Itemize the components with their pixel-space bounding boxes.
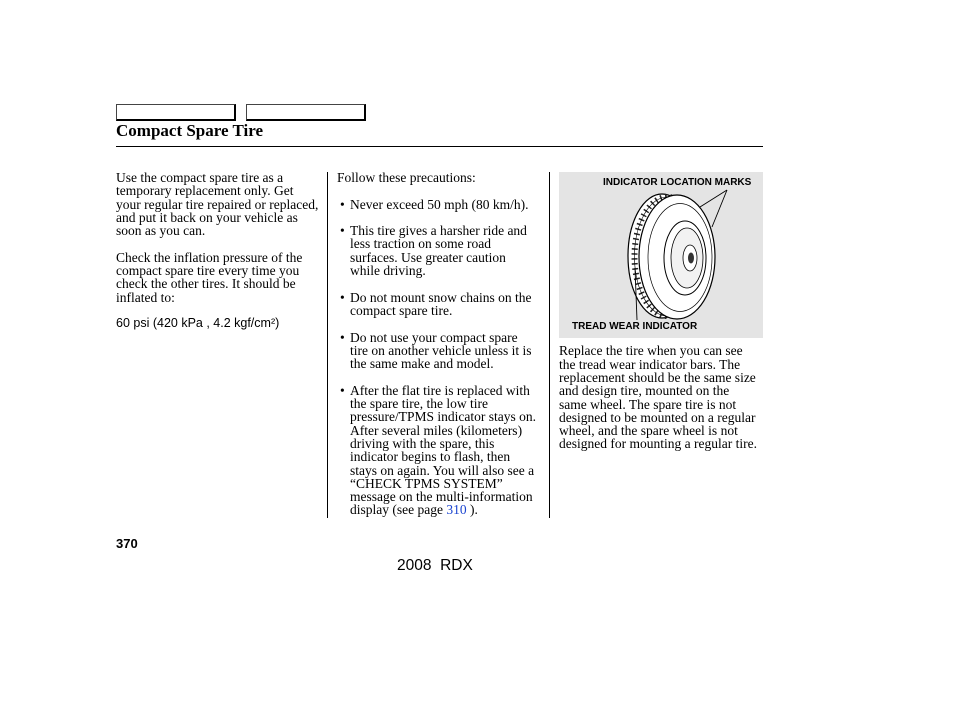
text-line: while driving. [350, 263, 426, 279]
paragraph [116, 251, 318, 304]
text-line: Check the inflation pressure of the [116, 249, 303, 265]
precaution-item [337, 224, 536, 277]
text-line: replacement should be the same size [559, 369, 756, 385]
text-line: message on the multi-information [350, 489, 533, 505]
precaution-item [337, 331, 536, 371]
text-line: check the other tires. It should be [116, 276, 296, 292]
paragraph [559, 344, 757, 450]
text-line: compact spare tire every time you [116, 263, 300, 279]
paragraph [116, 317, 318, 330]
tire-figure [559, 172, 763, 338]
precaution-item [337, 384, 536, 517]
spare-tire-drawing [559, 172, 763, 338]
header-nav-button[interactable] [246, 104, 366, 121]
page-number: 370 [116, 536, 138, 551]
precaution-item [337, 198, 536, 211]
right-column [559, 344, 757, 450]
text-line: Do not use your compact spare [350, 329, 518, 345]
text-line: Use the compact spare tire as a [116, 170, 284, 185]
text-line: designed to be mounted on a regular [559, 409, 756, 425]
header-nav-button[interactable] [116, 104, 236, 121]
bullet-symbol: • [340, 223, 345, 239]
text-line: surfaces. Use greater caution [350, 249, 506, 265]
text-line: compact spare tire. [350, 302, 453, 318]
text-line: wheel, and the spare wheel is not [559, 423, 738, 439]
text-line: indicator begins to flash, then [350, 449, 511, 465]
text-line: the tread wear indicator bars. The [559, 356, 741, 372]
leader-line-indicator-mark [712, 190, 727, 227]
page-reference-link[interactable]: 310 [446, 502, 467, 518]
text-line: the same make and model. [350, 356, 494, 372]
text-line: and design tire, mounted on the [559, 383, 730, 399]
left-column [116, 171, 318, 331]
text-line: inflated to: [116, 289, 175, 305]
text-line: temporary replacement only. Get [116, 183, 294, 199]
column-divider [327, 172, 328, 518]
text-line: your regular tire repaired or replaced, [116, 196, 319, 212]
precautions-lead: Follow these precautions: [337, 170, 476, 185]
text-fragment: ). [466, 502, 478, 518]
text-line: designed for mounting a regular tire. [559, 436, 757, 452]
figure-label-tread-wear: TREAD WEAR INDICATOR [572, 321, 698, 332]
text-fragment: display (see page [350, 502, 447, 518]
leader-line-indicator-mark [700, 190, 727, 207]
bullet-symbol: • [340, 329, 345, 345]
text-line: pressure/TPMS indicator stays on. [350, 409, 536, 425]
bullet-symbol: • [340, 196, 345, 212]
text-line: Replace the tire when you can see [559, 343, 743, 359]
inflation-pressure-value: 60 psi (420 kPa , 4.2 kgf/cm²) [116, 316, 280, 331]
text-line: Do not mount snow chains on the [350, 289, 532, 305]
text-line: and put it back on your vehicle as [116, 209, 298, 225]
hub-center-cap [688, 253, 694, 264]
precaution-item [337, 291, 536, 318]
column-divider [549, 172, 550, 518]
text-line: stays on again. You will also see a [350, 462, 535, 478]
text-line: After several miles (kilometers) [350, 422, 523, 438]
text-line: soon as you can. [116, 223, 206, 239]
title-rule [116, 146, 763, 147]
text-line: driving with the spare, this [350, 435, 495, 451]
text-line: Never exceed 50 mph (80 km/h). [350, 196, 529, 212]
text-line: “CHECK TPMS SYSTEM” [350, 475, 503, 491]
text-line-with-reference [350, 503, 536, 516]
footer-model-label: 2008 RDX [397, 557, 473, 574]
bullet-symbol: • [340, 382, 345, 398]
text-line: same wheel. The spare tire is not [559, 396, 737, 412]
text-line: This tire gives a harsher ride and [350, 223, 527, 239]
text-line: less traction on some road [350, 236, 491, 252]
text-line: the spare tire, the low tire [350, 396, 488, 412]
bullet-symbol: • [340, 289, 345, 305]
page-title: Compact Spare Tire [116, 121, 264, 140]
figure-label-indicator-marks: INDICATOR LOCATION MARKS [603, 177, 752, 188]
paragraph [116, 171, 318, 237]
middle-column [337, 171, 536, 517]
text-line: After the flat tire is replaced with [350, 382, 530, 398]
text-line: tire on another vehicle unless it is [350, 342, 532, 358]
